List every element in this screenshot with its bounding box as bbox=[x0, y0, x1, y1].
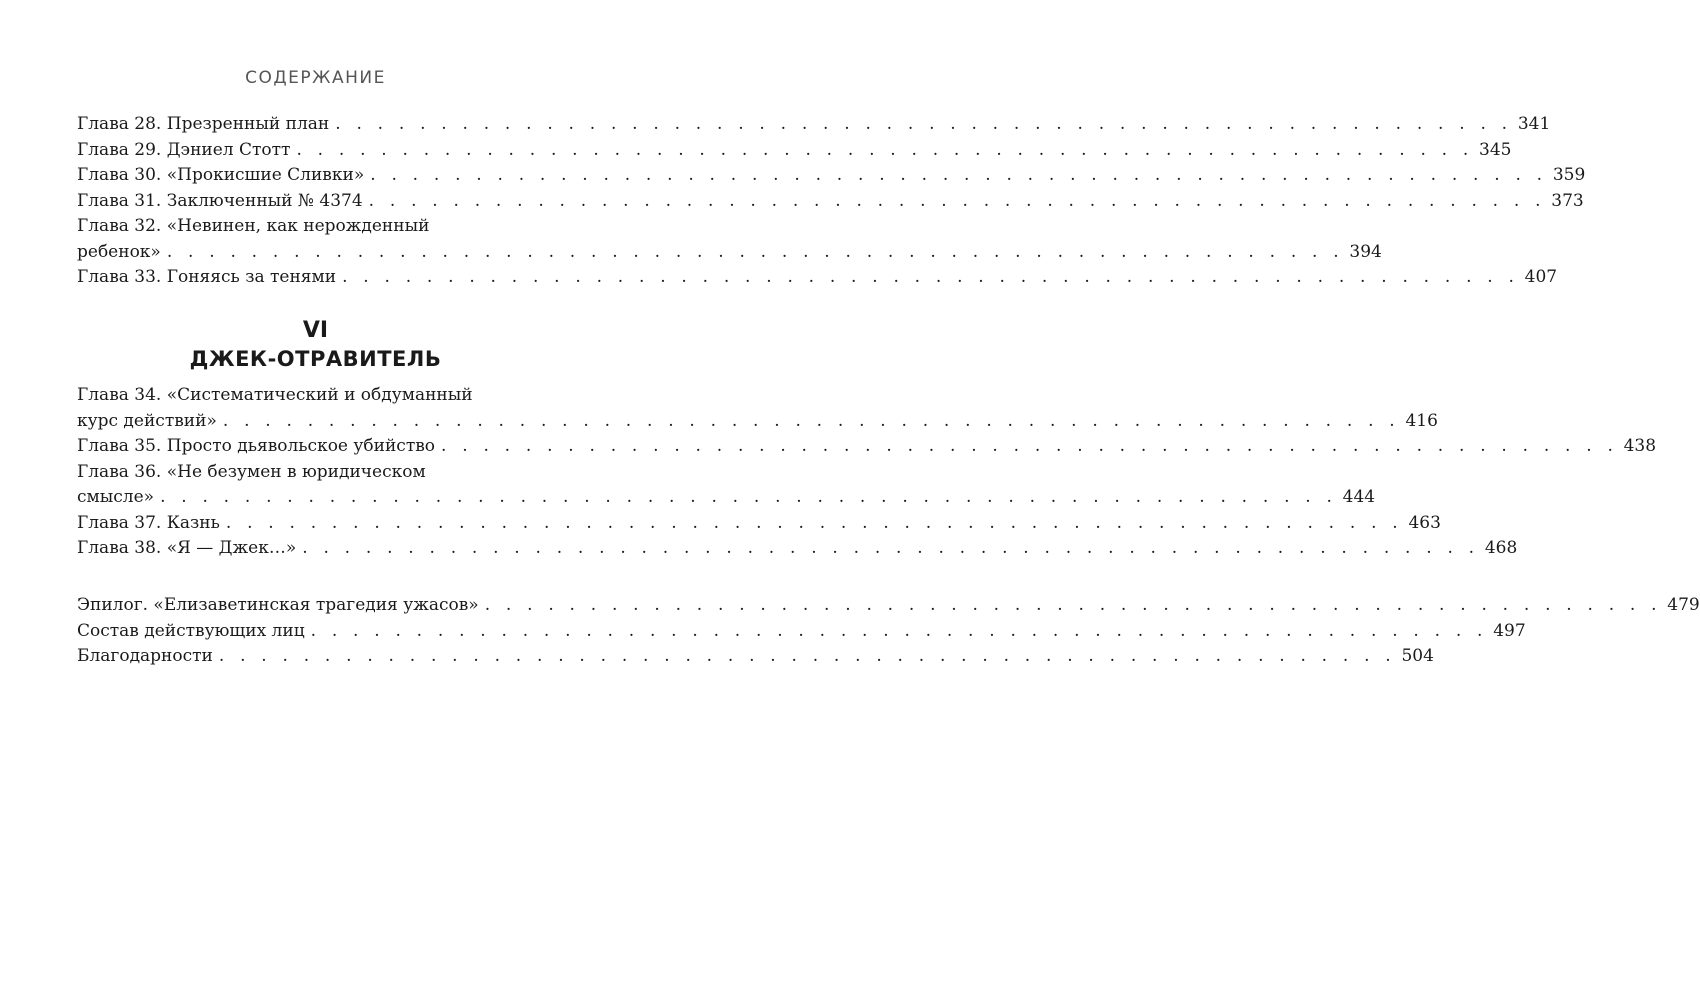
toc-entry-title-line2: смысле» bbox=[77, 487, 155, 507]
toc-entry-chapter-35[interactable] bbox=[77, 434, 1657, 460]
toc-entry-chapter-34[interactable] bbox=[77, 383, 1438, 434]
dot-leader: . . . . . . . . . . . . . . . . . . . . . . . . . . . . . . . . . . . . . . . . . . . . . . . . . . . . . . . . bbox=[310, 620, 1488, 641]
dot-leader: . . . . . . . . . . . . . . . . . . . . . . . . . . . . . . . . . . . . . . . . . . . . . . . . . . . . . . . . bbox=[302, 538, 1480, 558]
toc-entry-title-line1: Глава 32. «Невинен, как нерожденный bbox=[77, 216, 430, 236]
toc-entry-page-number: 394 bbox=[1349, 241, 1382, 262]
toc-entry-chapter-32[interactable] bbox=[77, 214, 1382, 265]
toc-entry-title: Глава 38. «Я — Джек…» bbox=[77, 538, 297, 558]
toc-group-chapters-28-33 bbox=[77, 112, 1586, 291]
dot-leader: . . . . . . . . . . . . . . . . . . . . . . . . . . . . . . . . . . . . . . . . . . . . . . . . . . . . . . . . bbox=[160, 487, 1338, 507]
toc-entry-epilogue[interactable] bbox=[77, 593, 1700, 619]
dot-leader: . . . . . . . . . . . . . . . . . . . . . . . . . . . . . . . . . . . . . . . . . . . . . . . . . . . . . . . . bbox=[166, 241, 1344, 262]
toc-entry-page-number: 407 bbox=[1524, 267, 1558, 287]
dot-leader: . . . . . . . . . . . . . . . . . . . . . . . . . . . . . . . . . . . . . . . . . . . . . . . . . . . . . . . . bbox=[335, 114, 1513, 134]
toc-entry-title-line1: Глава 34. «Систематический и обдуманный bbox=[77, 385, 473, 405]
dot-leader: . . . . . . . . . . . . . . . . . . . . . . . . . . . . . . . . . . . . . . . . . . . . . . . . . . . . . . . . bbox=[368, 190, 1546, 211]
toc-entry-chapter-28[interactable] bbox=[77, 112, 1551, 138]
toc-entry-title: Благодарности bbox=[77, 646, 213, 666]
part-title: ДЖЕК-ОТРАВИТЕЛЬ bbox=[189, 347, 442, 371]
toc-entry-page-number: 373 bbox=[1551, 190, 1584, 211]
dot-leader: . . . . . . . . . . . . . . . . . . . . . . . . . . . . . . . . . . . . . . . . . . . . . . . . . . . . . . . . bbox=[342, 267, 1520, 287]
toc-entry-page-number: 444 bbox=[1342, 487, 1376, 507]
toc-entry-title: Глава 35. Просто дьявольское убийство bbox=[77, 436, 436, 456]
dot-leader: . . . . . . . . . . . . . . . . . . . . . . . . . . . . . . . . . . . . . . . . . . . . . . . . . . . . . . . . bbox=[484, 595, 1662, 615]
toc-entry-page-number: 345 bbox=[1479, 139, 1512, 160]
toc-entry-acknowledgements[interactable] bbox=[77, 644, 1434, 670]
toc-entry-page-number: 341 bbox=[1517, 114, 1551, 134]
toc-group-back-matter bbox=[77, 593, 1700, 670]
toc-entry-title: Глава 28. Презренный план bbox=[77, 114, 330, 134]
toc-entry-title: Глава 30. «Прокисшие Сливки» bbox=[77, 165, 365, 185]
toc-entry-chapter-29[interactable] bbox=[77, 138, 1512, 164]
toc-entry-chapter-30[interactable] bbox=[77, 163, 1586, 189]
dot-leader: . . . . . . . . . . . . . . . . . . . . . . . . . . . . . . . . . . . . . . . . . . . . . . . . . . . . . . . . bbox=[218, 646, 1396, 666]
toc-entry-title: Глава 31. Заключенный № 4374 bbox=[77, 190, 363, 211]
toc-entry-page-number: 504 bbox=[1401, 646, 1434, 666]
toc-entry-title: Эпилог. «Елизаветинская трагедия ужасов» bbox=[77, 595, 479, 615]
toc-entry-page-number: 416 bbox=[1405, 410, 1438, 431]
toc-entry-page-number: 497 bbox=[1493, 620, 1526, 641]
toc-entry-title-line2: ребенок» bbox=[77, 241, 161, 262]
toc-entry-chapter-33[interactable] bbox=[77, 265, 1558, 291]
toc-entry-title-line1: Глава 36. «Не безумен в юридическом bbox=[77, 461, 426, 482]
dot-leader: . . . . . . . . . . . . . . . . . . . . . . . . . . . . . . . . . . . . . . . . . . . . . . . . . . . . . . . . bbox=[370, 165, 1548, 185]
toc-entry-page-number: 438 bbox=[1623, 436, 1657, 456]
toc-entry-page-number: 479 bbox=[1667, 595, 1700, 615]
dot-leader: . . . . . . . . . . . . . . . . . . . . . . . . . . . . . . . . . . . . . . . . . . . . . . . . . . . . . . . . bbox=[296, 139, 1474, 160]
dot-leader: . . . . . . . . . . . . . . . . . . . . . . . . . . . . . . . . . . . . . . . . . . . . . . . . . . . . . . . . bbox=[441, 436, 1619, 456]
toc-entry-page-number: 463 bbox=[1408, 512, 1441, 533]
toc-entry-title: Глава 37. Казнь bbox=[77, 512, 220, 533]
running-head: СОДЕРЖАНИЕ bbox=[245, 68, 386, 88]
toc-entry-chapter-38[interactable] bbox=[77, 536, 1518, 562]
part-number: VI bbox=[302, 318, 329, 343]
toc-group-chapters-34-38 bbox=[77, 383, 1657, 562]
toc-entry-chapter-31[interactable] bbox=[77, 189, 1584, 215]
toc-entry-title-line2: курс действий» bbox=[77, 410, 217, 431]
toc-entry-page-number: 359 bbox=[1552, 165, 1586, 185]
toc-entry-title: Состав действующих лиц bbox=[77, 620, 305, 641]
dot-leader: . . . . . . . . . . . . . . . . . . . . . . . . . . . . . . . . . . . . . . . . . . . . . . . . . . . . . . . . bbox=[225, 512, 1403, 533]
toc-entry-chapter-36[interactable] bbox=[77, 460, 1376, 511]
toc-entry-title: Глава 29. Дэниел Стотт bbox=[77, 139, 291, 160]
toc-entry-cast-of-characters[interactable] bbox=[77, 619, 1526, 645]
toc-entry-title: Глава 33. Гоняясь за тенями bbox=[77, 267, 337, 287]
toc-entry-page-number: 468 bbox=[1484, 538, 1518, 558]
toc-entry-chapter-37[interactable] bbox=[77, 511, 1441, 537]
dot-leader: . . . . . . . . . . . . . . . . . . . . . . . . . . . . . . . . . . . . . . . . . . . . . . . . . . . . . . . . bbox=[222, 410, 1400, 431]
